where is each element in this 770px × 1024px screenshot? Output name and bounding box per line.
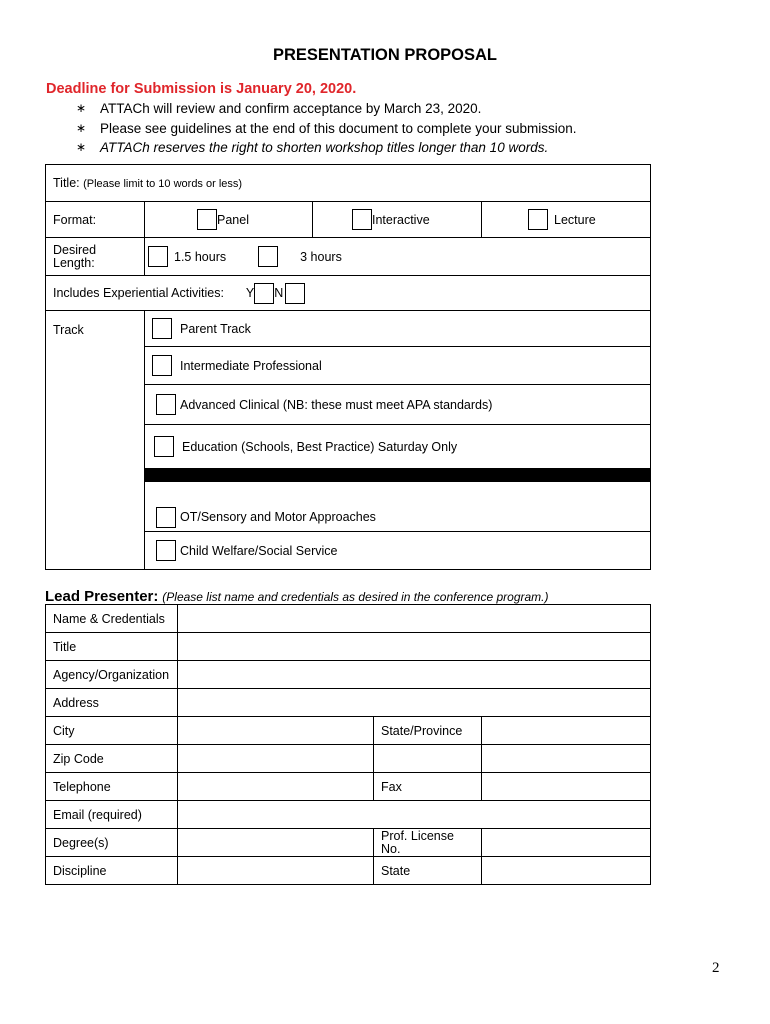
lecture-checkbox[interactable]: [528, 209, 548, 230]
length-3-hours-checkbox[interactable]: [258, 246, 278, 267]
ot-sensory-label: OT/Sensory and Motor Approaches: [180, 510, 376, 525]
agency-input[interactable]: [178, 661, 651, 689]
education-label: Education (Schools, Best Practice) Saturday Only: [182, 439, 458, 454]
advanced-clinical-checkbox[interactable]: [156, 394, 176, 415]
format-label: Format:: [46, 202, 145, 238]
intermediate-professional-label: Intermediate Professional: [180, 358, 322, 373]
parent-track-checkbox[interactable]: [152, 318, 172, 339]
lead-presenter-heading: Lead Presenter: (Please list name and credentials as desired in the conference program.): [45, 588, 549, 605]
education-checkbox[interactable]: [154, 436, 174, 457]
instruction-item: ∗ Please see guidelines at the end of this document to complete your submission.: [76, 119, 577, 139]
child-welfare-checkbox[interactable]: [156, 540, 176, 561]
experiential-label: Includes Experiential Activities:: [53, 286, 224, 300]
zip-input[interactable]: [178, 745, 374, 773]
lead-row: [46, 773, 651, 801]
page-number: 2: [712, 960, 720, 976]
lead-row: [46, 689, 651, 717]
license-label: Prof. License No.: [374, 829, 482, 857]
degrees-input[interactable]: [178, 829, 374, 857]
email-input[interactable]: [178, 801, 651, 829]
experiential-yes-checkbox[interactable]: [254, 283, 274, 304]
asterisk-bullet-icon: ∗: [76, 120, 87, 135]
fax-input[interactable]: [482, 773, 651, 801]
address-label: Address: [46, 689, 178, 717]
title-field[interactable]: Title: (Please limit to 10 words or less): [46, 165, 651, 202]
zip-spacer-2: [482, 745, 651, 773]
yes-label: Y: [245, 286, 255, 300]
ot-sensory-checkbox[interactable]: [156, 507, 176, 528]
title-label: Title: [46, 633, 178, 661]
length-1-5-hours-label: 1.5 hours: [174, 249, 227, 264]
lead-row: [46, 801, 651, 829]
degrees-label: Degree(s): [46, 829, 178, 857]
telephone-label: Telephone: [46, 773, 178, 801]
telephone-input[interactable]: [178, 773, 374, 801]
discipline-label: Discipline: [46, 857, 178, 885]
fax-label: Fax: [374, 773, 482, 801]
state-label: State: [374, 857, 482, 885]
state-province-input[interactable]: [482, 717, 651, 745]
lead-presenter-table: [45, 604, 651, 885]
license-input[interactable]: [482, 829, 651, 857]
asterisk-bullet-icon: ∗: [76, 140, 87, 154]
experiential-row: [46, 276, 651, 311]
asterisk-bullet-icon: ∗: [76, 101, 87, 115]
panel-checkbox[interactable]: [197, 209, 217, 230]
lead-row: [46, 633, 651, 661]
deadline-notice: Deadline for Submission is January 20, 2020.: [46, 81, 357, 97]
track-label: Track: [46, 311, 145, 570]
lead-row: [46, 661, 651, 689]
length-3-hours-label: 3 hours: [300, 249, 342, 264]
length-label: Desired Length:: [46, 238, 145, 276]
lead-row: [46, 717, 651, 745]
format-row: [46, 202, 651, 238]
no-label: N: [274, 286, 284, 300]
title-row: [46, 165, 651, 202]
zip-spacer: [374, 745, 482, 773]
instruction-item: ∗ ATTACh will review and confirm acceptance by March 23, 2020.: [76, 99, 577, 119]
name-credentials-label: Name & Credentials: [46, 605, 178, 633]
state-input[interactable]: [482, 857, 651, 885]
interactive-label: Interactive: [372, 212, 430, 227]
length-row: [46, 238, 651, 276]
lead-row: [46, 857, 651, 885]
interactive-checkbox[interactable]: [352, 209, 372, 230]
address-input[interactable]: [178, 689, 651, 717]
length-1-5-hours-checkbox[interactable]: [148, 246, 168, 267]
lead-row: [46, 605, 651, 633]
intermediate-professional-checkbox[interactable]: [152, 355, 172, 376]
name-credentials-input[interactable]: [178, 605, 651, 633]
discipline-input[interactable]: [178, 857, 374, 885]
panel-label: Panel: [217, 212, 249, 227]
advanced-clinical-label: Advanced Clinical (NB: these must meet APA standards): [180, 397, 493, 412]
lead-row: [46, 829, 651, 857]
instruction-item: ∗ ATTACh reserves the right to shorten workshop titles longer than 10 words.: [76, 138, 577, 158]
city-input[interactable]: [178, 717, 374, 745]
track-row: [46, 311, 651, 347]
city-label: City: [46, 717, 178, 745]
lead-row: [46, 745, 651, 773]
page-title: PRESENTATION PROPOSAL: [273, 46, 497, 64]
lecture-label: Lecture: [554, 212, 596, 227]
experiential-no-checkbox[interactable]: [285, 283, 305, 304]
title-input[interactable]: [178, 633, 651, 661]
instructions-list: [76, 99, 577, 158]
state-province-label: State/Province: [374, 717, 482, 745]
proposal-form-table: [45, 164, 651, 570]
email-label: Email (required): [46, 801, 178, 829]
agency-label: Agency/Organization: [46, 661, 178, 689]
child-welfare-label: Child Welfare/Social Service: [180, 543, 338, 558]
parent-track-label: Parent Track: [180, 321, 251, 336]
zip-label: Zip Code: [46, 745, 178, 773]
